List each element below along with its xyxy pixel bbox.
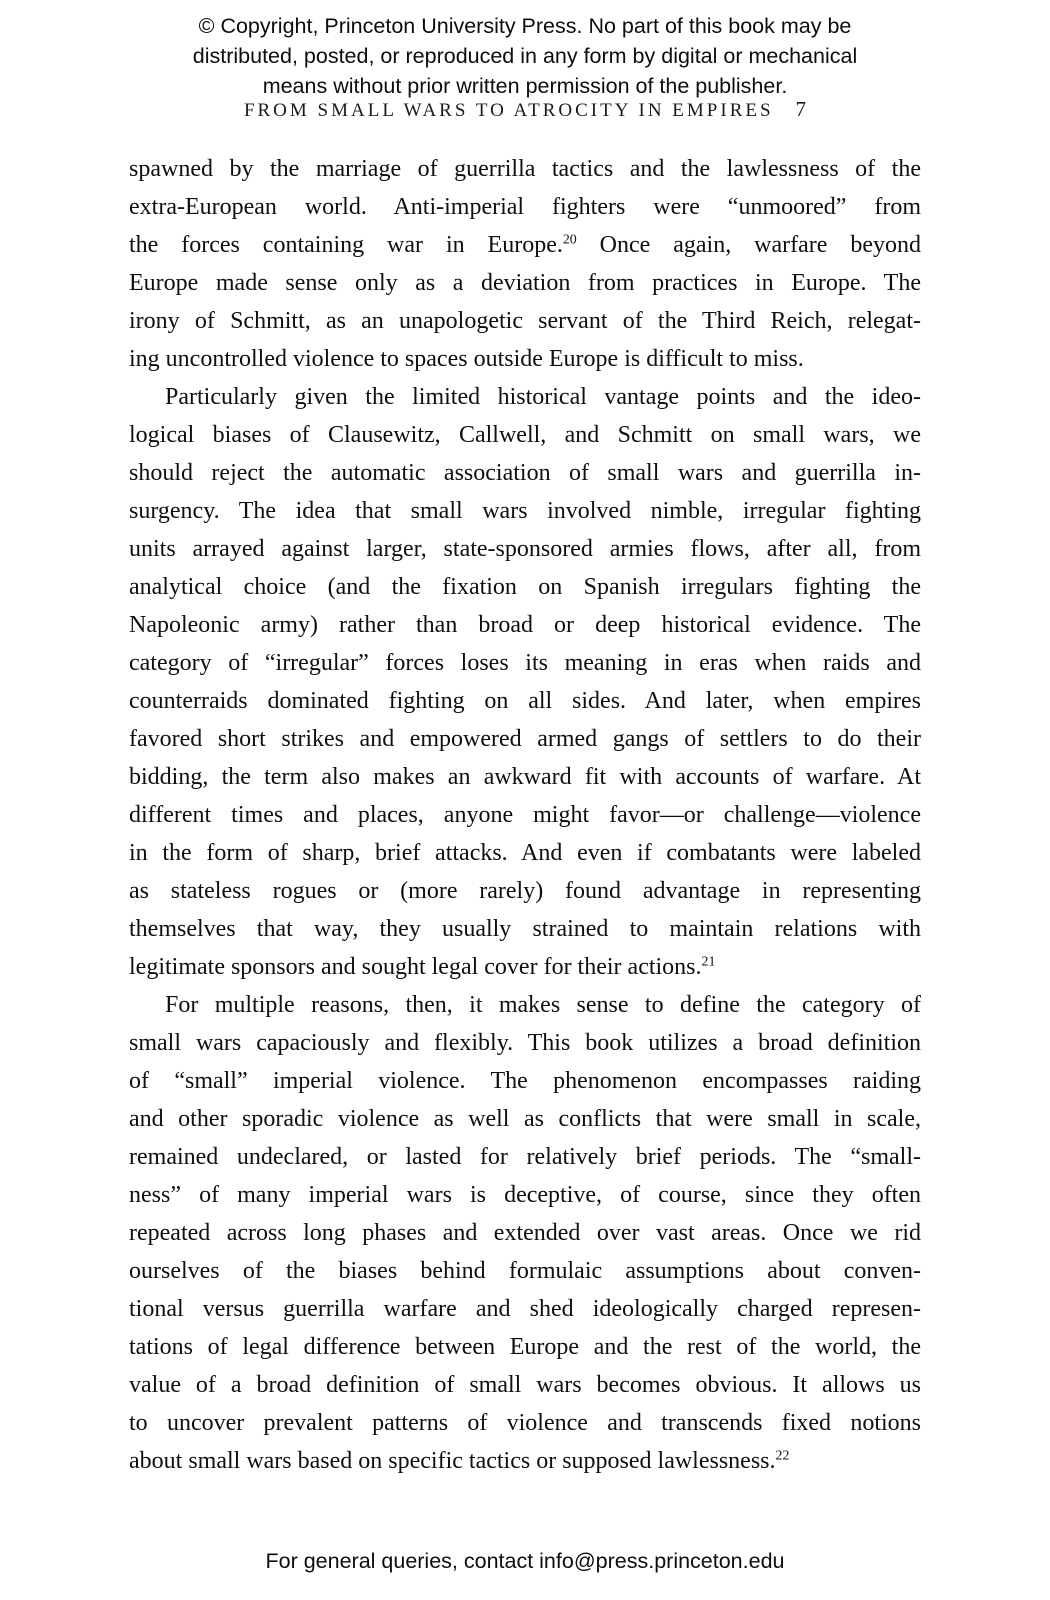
body-line: to uncover prevalent patterns of violence and transcends fixed notions (129, 1410, 921, 1436)
body-line: about small wars based on specific tactics or supposed lawlessness.$^{22}$ (129, 1448, 790, 1474)
body-line: legitimate sponsors and sought legal cover for their actions.$^{21}$ (129, 954, 716, 980)
copyright-notice (0, 11, 1050, 101)
body-line: and other sporadic violence as well as conflicts that were small in scale, (129, 1106, 921, 1132)
body-line: different times and places, anyone might favor—or challenge—violence (129, 802, 921, 828)
body-line: value of a broad definition of small wars becomes obvious. It allows us (129, 1372, 921, 1398)
body-line: of “small” imperial violence. The phenomenon encompasses raiding (129, 1068, 921, 1094)
copyright-line-2: distributed, posted, or reproduced in any form by digital or mechanical (192, 44, 858, 68)
chapter-title: FROM SMALL WARS TO ATROCITY IN EMPIRES (243, 100, 774, 121)
body-line: Napoleonic army) rather than broad or deep historical evidence. The (129, 612, 921, 638)
page-number: 7 (795, 97, 807, 121)
copyright-line-1: © Copyright, Princeton University Press. No part of this book may be (198, 14, 852, 38)
paragraph (129, 986, 921, 1480)
body-line: Particularly given the limited historical vantage points and the ideo- (165, 384, 921, 410)
body-line: ness” of many imperial wars is deceptive, of course, since they often (129, 1182, 921, 1208)
body-line: small wars capaciously and flexibly. This book utilizes a broad definition (129, 1030, 921, 1056)
paragraph (129, 378, 921, 986)
body-line: tional versus guerrilla warfare and shed ideologically charged represen- (129, 1296, 921, 1322)
body-line: counterraids dominated fighting on all sides. And later, when empires (129, 688, 921, 714)
body-line: remained undeclared, or lasted for relatively brief periods. The “small- (129, 1144, 921, 1170)
body-line: repeated across long phases and extended over vast areas. Once we rid (129, 1220, 921, 1246)
body-line: should reject the automatic association of small wars and guerrilla in- (129, 460, 921, 486)
body-line: Europe made sense only as a deviation from practices in Europe. The (129, 270, 921, 296)
body-line: units arrayed against larger, state-sponsored armies flows, after all, from (129, 536, 921, 562)
body-line: irony of Schmitt, as an unapologetic servant of the Third Reich, relegat- (129, 308, 921, 334)
copyright-line-3: means without prior written permission of the publisher. (262, 74, 788, 98)
body-line: surgency. The idea that small wars involved nimble, irregular fighting (129, 498, 921, 524)
body-line: analytical choice (and the fixation on Spanish irregulars fighting the (129, 574, 921, 600)
body-line: spawned by the marriage of guerrilla tactics and the lawlessness of the (129, 156, 921, 182)
body-line: category of “irregular” forces loses its meaning in eras when raids and (129, 650, 921, 676)
body-text (129, 150, 921, 1480)
footnote-reference: 20 (562, 232, 577, 248)
body-line: ing uncontrolled violence to spaces outside Europe is difficult to miss. (129, 346, 804, 372)
body-line: extra-European world. Anti-imperial fighters were “unmoored” from (129, 194, 921, 220)
body-line: themselves that way, they usually strained to maintain relations with (129, 916, 921, 942)
body-line: as stateless rogues or (more rarely) found advantage in representing (129, 878, 921, 904)
paragraph (129, 150, 921, 378)
footnote-reference: 22 (775, 1448, 790, 1464)
body-line: favored short strikes and empowered armed gangs of settlers to do their (129, 726, 921, 752)
body-line: the forces containing war in Europe.$^{20}$ Once again, warfare beyond (129, 232, 921, 258)
running-header (0, 97, 1050, 122)
body-line: logical biases of Clausewitz, Callwell, and Schmitt on small wars, we (129, 422, 921, 448)
body-line: ourselves of the biases behind formulaic assumptions about conven- (129, 1258, 921, 1284)
body-line: For multiple reasons, then, it makes sense to define the category of (165, 992, 921, 1018)
body-line: tations of legal difference between Europe and the rest of the world, the (129, 1334, 921, 1360)
footer-contact: For general queries, contact info@press.princeton.edu (265, 1549, 785, 1573)
body-line: in the form of sharp, brief attacks. And even if combatants were labeled (129, 840, 921, 866)
body-line: bidding, the term also makes an awkward fit with accounts of warfare. At (129, 764, 921, 790)
footnote-reference: 21 (701, 954, 716, 970)
